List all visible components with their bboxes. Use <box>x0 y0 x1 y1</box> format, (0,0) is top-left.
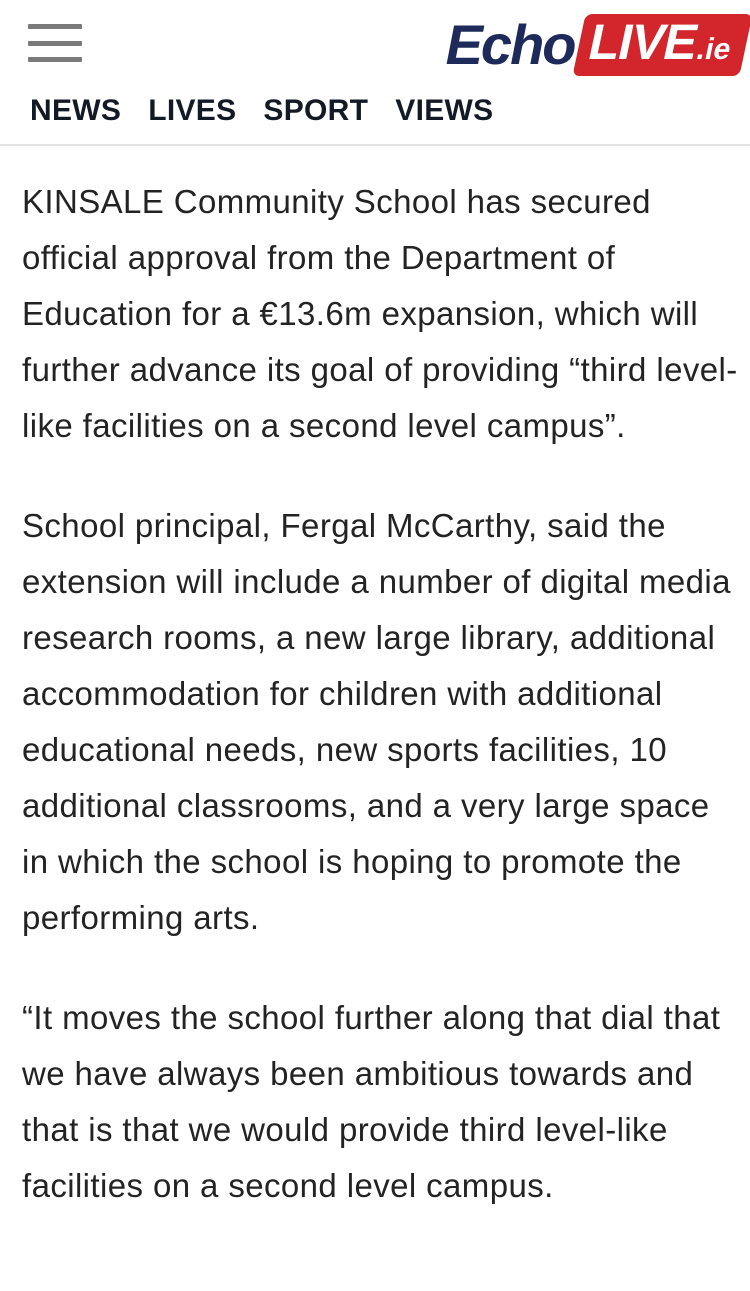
hamburger-bar <box>28 57 82 62</box>
article-body <box>0 146 750 1214</box>
logo-live-text: LIVE <box>583 14 703 70</box>
header-top-bar <box>0 14 750 90</box>
article-paragraph: KINSALE Community School has secured official approval from the Department of Education for a €13.6m expansion, which will further advance its goal of providing “third level-like facilities on a second level campus”. <box>22 183 738 444</box>
hamburger-bar <box>28 24 82 29</box>
logo-echo-text: Echo <box>445 13 575 76</box>
site-header <box>0 0 750 146</box>
nav-item-lives[interactable]: LIVES <box>148 94 237 127</box>
nav-item-views[interactable]: VIEWS <box>395 94 494 127</box>
hamburger-menu-button[interactable] <box>28 22 82 64</box>
nav-item-news[interactable]: NEWS <box>30 94 122 127</box>
article-paragraph: “It moves the school further along that dial that we have always been ambitious towards and that is that we would provide third level-like facilities on a second level campus. <box>22 999 721 1204</box>
article-paragraph: School principal, Fergal McCarthy, said the extension will include a number of digital media research rooms, a new large library, additional accommodation for children with additional educational needs, new sports facilities, 10 additional classrooms, and a very large space in which the school is hoping to promote the performing arts. <box>22 507 731 936</box>
nav-item-sport[interactable]: SPORT <box>263 94 369 127</box>
logo-live-badge <box>572 14 750 76</box>
hamburger-bar <box>28 41 82 46</box>
echolive-logo[interactable] <box>446 14 745 76</box>
logo-ie-text: .ie <box>693 33 734 66</box>
primary-nav <box>0 90 750 144</box>
